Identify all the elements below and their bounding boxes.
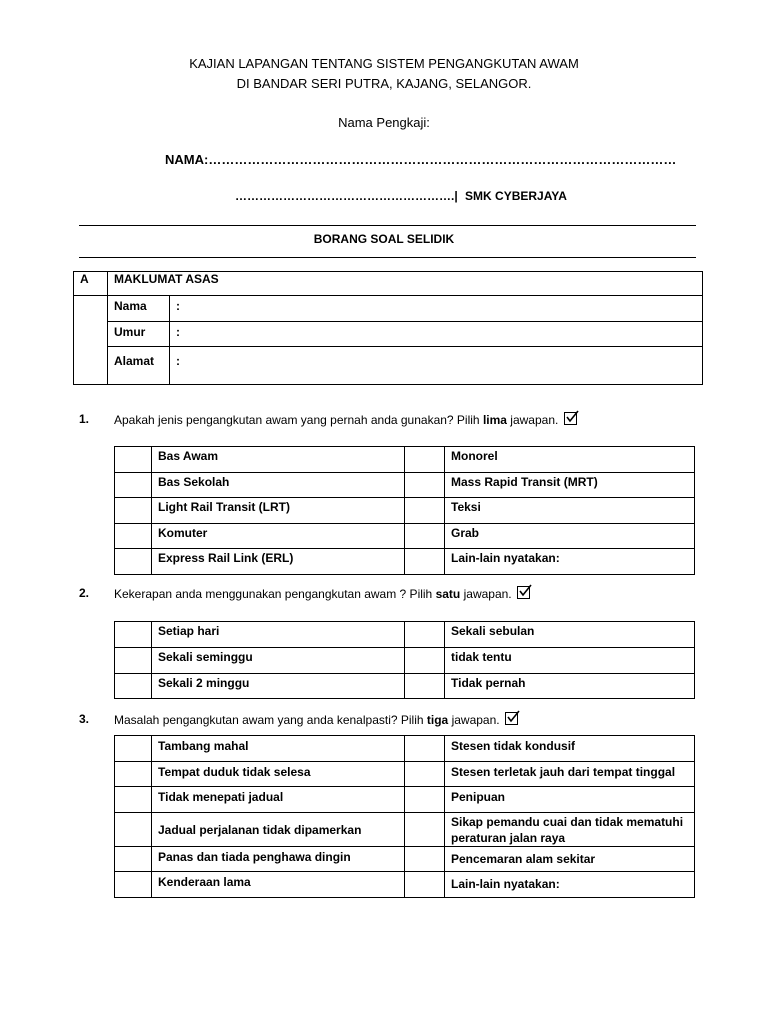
document-title-line-2: DI BANDAR SERI PUTRA, KAJANG, SELANGOR. [236,76,532,91]
question-3-options [114,735,695,898]
section-a-heading-row [74,272,703,296]
option-label: Express Rail Link (ERL) [152,549,405,575]
option-checkbox[interactable] [115,847,152,872]
option-label: Stesen terletak jauh dari tempat tinggal [445,762,695,787]
option-label: Tidak pernah [445,674,695,699]
option-label: Komuter [152,524,405,549]
option-label: Monorel [445,447,695,473]
question-2-number: 2. [79,586,90,600]
question-1-text [114,412,577,427]
option-label: Tambang mahal [152,736,405,762]
field-label-umur: Umur [108,322,170,347]
form-title: BORANG SOAL SELIDIK [313,232,455,246]
question-1-number: 1. [79,412,90,426]
table-row [115,524,695,549]
table-row [115,762,695,787]
option-label: Pencemaran alam sekitar [445,847,695,872]
table-row [115,674,695,699]
name-line: NAMA:……………………………………………………………………………………………… [165,152,677,167]
field-input-umur[interactable]: : [170,322,703,347]
question-3-emphasis: tiga [426,713,449,727]
option-checkbox[interactable] [405,473,445,498]
section-a-code: A [74,272,108,296]
question-2-prompt: Kekerapan anda menggunakan pengangkutan awam ? Pilih [114,587,436,601]
option-checkbox[interactable] [115,524,152,549]
question-2-options [114,621,695,699]
option-label: Stesen tidak kondusif [445,736,695,762]
question-1-prompt: Apakah jenis pengangkutan awam yang pernah anda gunakan? Pilih [114,413,483,427]
option-checkbox[interactable] [405,549,445,575]
option-checkbox[interactable] [115,674,152,699]
table-row [115,872,695,898]
question-1-suffix: jawapan. [506,413,559,427]
option-checkbox[interactable] [115,622,152,648]
option-label: Jadual perjalanan tidak dipamerkan [152,813,405,847]
table-row [74,322,703,347]
table-row [115,473,695,498]
option-checkbox[interactable] [405,498,445,524]
table-row [74,347,703,385]
school-dots: ……………………………………………….| [235,189,458,203]
option-label: Sekali 2 minggu [152,674,405,699]
option-label: Tidak menepati jadual [152,787,405,813]
option-label: tidak tentu [445,648,695,674]
table-row [115,549,695,575]
question-3-prompt: Masalah pengangkutan awam yang anda kenalpasti? Pilih [114,713,427,727]
checked-box-icon [564,412,577,425]
field-label-nama: Nama [108,296,170,322]
table-row [115,736,695,762]
question-2-text [114,586,530,601]
option-checkbox[interactable] [405,447,445,473]
option-label: Sekali sebulan [445,622,695,648]
table-row [115,813,695,847]
checked-box-icon [505,712,518,725]
table-row [115,622,695,648]
question-3-number: 3. [79,712,90,726]
rule-bottom [79,257,696,258]
option-checkbox[interactable] [405,872,445,898]
option-checkbox[interactable] [115,648,152,674]
option-checkbox[interactable] [405,648,445,674]
option-label: Panas dan tiada penghawa dingin [152,847,405,872]
section-a-spacer [74,296,108,385]
option-label: Mass Rapid Transit (MRT) [445,473,695,498]
option-label: Tempat duduk tidak selesa [152,762,405,787]
option-checkbox[interactable] [115,872,152,898]
table-row [74,296,703,322]
option-label: Lain-lain nyatakan: [445,872,695,898]
option-checkbox[interactable] [115,498,152,524]
option-label: Bas Awam [152,447,405,473]
reviewer-label: Nama Pengkaji: [338,115,430,130]
option-label: Penipuan [445,787,695,813]
table-row [115,847,695,872]
question-1-emphasis: lima [482,413,507,427]
option-label: Grab [445,524,695,549]
option-checkbox[interactable] [405,813,445,847]
section-a-heading: MAKLUMAT ASAS [108,272,703,296]
option-checkbox[interactable] [115,447,152,473]
table-row [115,498,695,524]
option-checkbox[interactable] [115,787,152,813]
table-row [115,787,695,813]
question-1-options [114,446,695,575]
table-row [115,648,695,674]
question-2-emphasis: satu [435,587,461,601]
option-label: Bas Sekolah [152,473,405,498]
field-label-alamat: Alamat [108,347,170,385]
question-2-suffix: jawapan. [460,587,512,601]
option-checkbox[interactable] [115,549,152,575]
option-checkbox[interactable] [405,736,445,762]
option-label: Setiap hari [152,622,405,648]
school-line [235,189,567,203]
option-label: Light Rail Transit (LRT) [152,498,405,524]
rule-top [79,225,696,226]
option-label: Teksi [445,498,695,524]
option-checkbox[interactable] [115,813,152,847]
checked-box-icon [517,586,530,599]
option-checkbox[interactable] [405,622,445,648]
option-checkbox[interactable] [115,736,152,762]
option-checkbox[interactable] [115,762,152,787]
option-label: Kenderaan lama [152,872,405,898]
question-3-text [114,712,518,727]
table-row [115,447,695,473]
school-name: SMK CYBERJAYA [465,189,567,203]
field-input-nama[interactable]: : [170,296,703,322]
option-label: Lain-lain nyatakan: [445,549,695,575]
option-checkbox[interactable] [115,473,152,498]
document-title-line-1: KAJIAN LAPANGAN TENTANG SISTEM PENGANGKUTAN AWAM [189,56,579,71]
option-label: Sikap pemandu cuai dan tidak mematuhi peraturan jalan raya [445,813,695,847]
option-checkbox[interactable] [405,847,445,872]
option-label: Sekali seminggu [152,648,405,674]
question-3-suffix: jawapan. [448,713,500,727]
option-checkbox[interactable] [405,524,445,549]
field-input-alamat[interactable]: : [170,347,703,385]
option-checkbox[interactable] [405,762,445,787]
option-checkbox[interactable] [405,674,445,699]
option-checkbox[interactable] [405,787,445,813]
section-a-table [73,271,703,385]
